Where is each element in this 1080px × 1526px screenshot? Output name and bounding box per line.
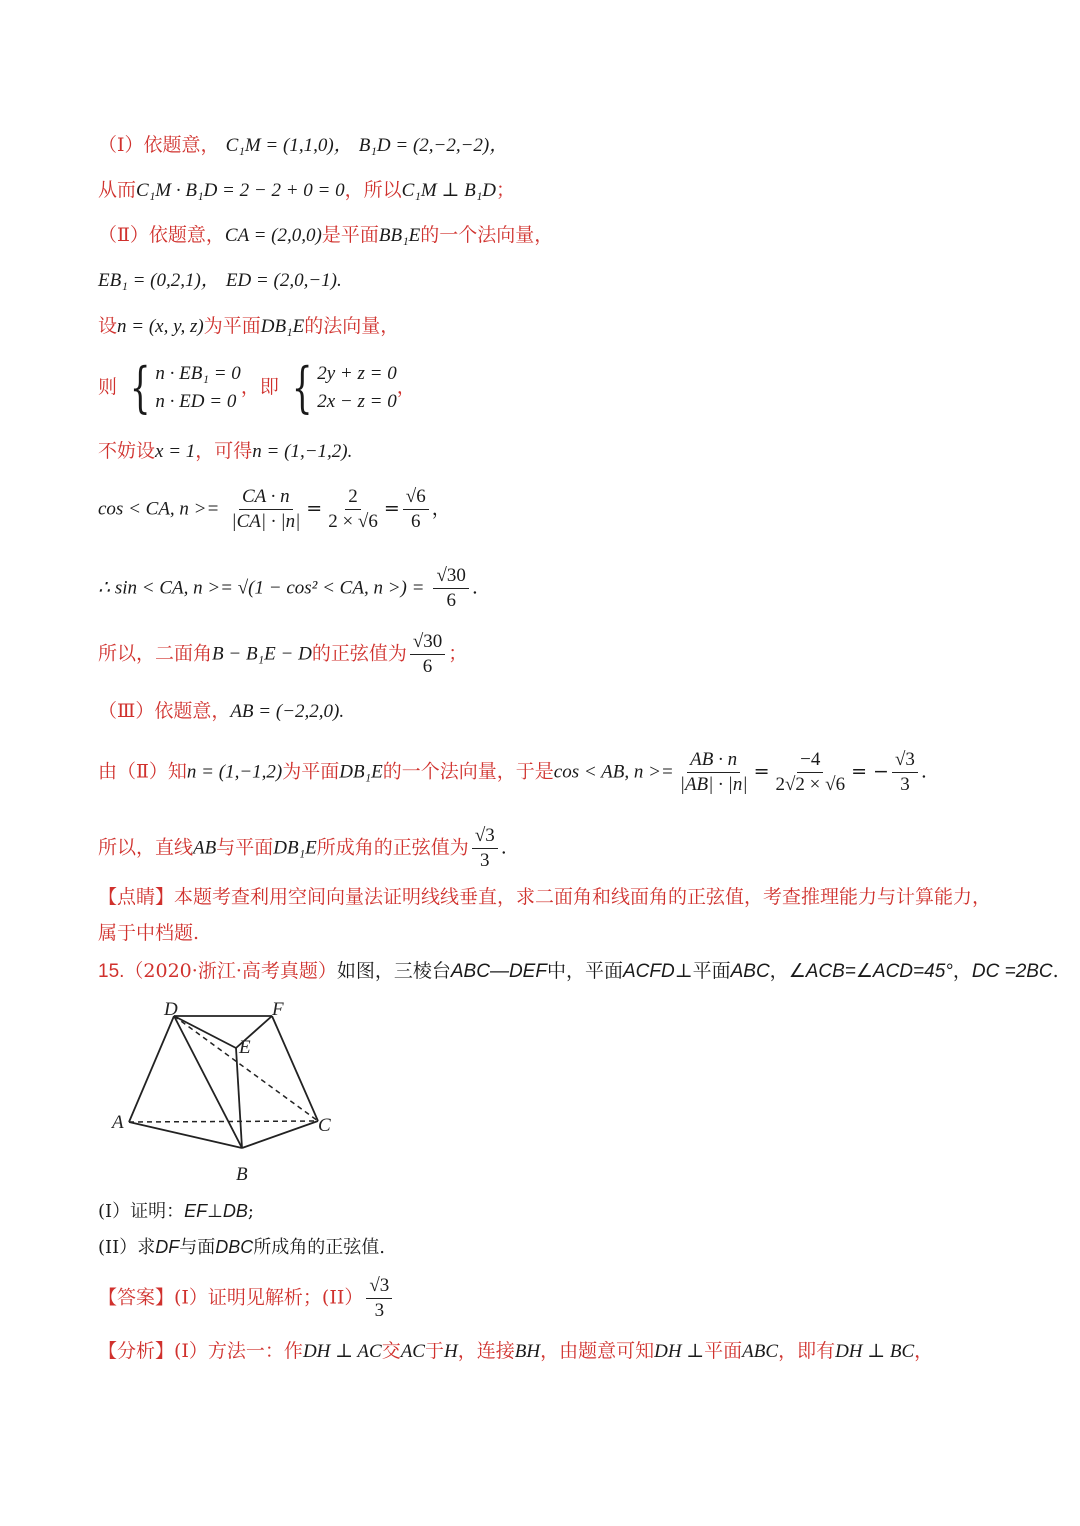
analysis-text-5: ，由题意可知: [540, 1340, 655, 1362]
dihedral-mid: 的正弦值为: [311, 642, 407, 665]
cos1-frac2: [325, 485, 381, 534]
analysis-dh-bc: DH ⊥ BC: [835, 1341, 915, 1362]
analysis-end: ，: [914, 1340, 934, 1362]
frac-den: 3: [374, 1300, 385, 1321]
frac-den: 2√2 × √6: [775, 774, 846, 795]
question-source: （2020·浙江·高考真题）: [124, 960, 337, 982]
ca-vector: CA = (2,0,0): [224, 225, 322, 246]
analysis-ac: AC: [400, 1341, 425, 1362]
frac-num: √6: [403, 485, 429, 510]
dot-mid: ，所以: [344, 179, 402, 201]
analysis-dh-ac: DH ⊥ AC: [302, 1341, 382, 1362]
cos2-line: [98, 748, 1020, 797]
q-acfd: ACFD: [622, 961, 675, 982]
sin1-line: [98, 564, 1020, 613]
frac-den: 3: [900, 774, 910, 795]
c1m-vector: C₁M = (1,1,0)，: [225, 135, 353, 156]
label-b: B: [236, 1164, 248, 1185]
q-text-1: 如图，三棱台: [336, 960, 451, 982]
equals: =: [306, 497, 323, 520]
system-2: [285, 356, 397, 419]
analysis-dh: DH ⊥: [654, 1341, 705, 1362]
system-ze: 则: [98, 376, 118, 398]
answer-label: 【答案】: [98, 1286, 175, 1309]
edge-fc: [272, 1016, 318, 1121]
b1d-vector: B₁D = (2,−2,−2)，: [358, 135, 509, 156]
part1-line: [98, 132, 1020, 159]
cos2-plane: DB₁E: [339, 761, 383, 783]
frac-den: 2 × √6: [328, 511, 378, 532]
frac-num: AB · n: [687, 748, 740, 773]
part3-label: （Ⅲ）依题意，: [98, 700, 231, 722]
equation-2: n · ED = 0: [155, 391, 237, 412]
cos2-n: n = (1,−1,2): [186, 761, 283, 783]
normal-def-line: [98, 313, 1020, 340]
analysis-line: [98, 1338, 1020, 1365]
sub1-expr: EF⊥DB: [184, 1201, 248, 1221]
analysis-text-6: 平面: [704, 1340, 743, 1362]
edge-de: [174, 1016, 236, 1048]
cos1-frac1: [228, 485, 303, 534]
label-c: C: [318, 1115, 331, 1136]
frac-num: CA · n: [239, 485, 293, 510]
x-value: x = 1: [155, 441, 196, 462]
perp-expression: C₁M ⊥ B₁D: [401, 180, 497, 201]
answer-text: (I）证明见解析；(II）: [174, 1286, 364, 1309]
analysis-label: 【分析】: [98, 1340, 175, 1362]
dihedral-text: 所以，二面角: [98, 642, 213, 665]
q-text-3: 平面: [692, 960, 731, 982]
sub2-end: 所成角的正弦值.: [253, 1237, 385, 1258]
vectors-line: [98, 267, 1020, 294]
setx-mid: ，可得: [195, 440, 253, 462]
edge-ab: [129, 1122, 242, 1148]
dot-end: ；: [496, 179, 516, 201]
plane-bb1e: BB₁E: [378, 225, 421, 246]
analysis-h: H: [444, 1341, 458, 1362]
edge-dc-hidden: [174, 1016, 318, 1121]
sub-question-2: [98, 1234, 1020, 1261]
frac-den: 6: [446, 590, 456, 611]
analysis-abc: ABC: [742, 1341, 779, 1362]
brace-icon: {: [291, 356, 313, 419]
sub2-label: (II）求: [98, 1237, 156, 1258]
q-abc-def: ABC—DEF: [450, 961, 547, 982]
equation-3: 2y + z = 0: [317, 363, 397, 384]
frustum-figure: [108, 996, 348, 1188]
plane-db1e: DB₁E: [260, 316, 305, 337]
cos1-frac3: [403, 485, 429, 534]
setx-prefix: 不妨设: [98, 440, 156, 462]
ab-vector: AB = (−2,2,0).: [230, 701, 345, 722]
q-dc: DC =2BC: [971, 961, 1053, 982]
sub2-mid: 与面: [179, 1237, 216, 1258]
answer-frac: [366, 1274, 392, 1323]
equation-1: n · EB₁ = 0: [155, 363, 241, 384]
edge-db: [174, 1016, 242, 1148]
line-angle-end: .: [500, 836, 507, 859]
part2-mid: 是平面: [321, 224, 379, 246]
q-text-2: 中，平面: [546, 960, 623, 982]
dot-expression: C₁M · B₁D = 2 − 2 + 0 = 0: [136, 180, 345, 201]
sub1-label: (I）证明：: [98, 1201, 185, 1222]
frac-num: 2: [345, 485, 361, 510]
frac-den: 6: [422, 656, 433, 677]
dihedral-end: ；: [448, 642, 468, 665]
analysis-text-2: 交: [381, 1340, 401, 1362]
question-15: [98, 958, 1059, 985]
label-a: A: [112, 1112, 124, 1133]
q-perp: ⊥: [674, 960, 693, 982]
q-text-5: ，: [952, 960, 972, 982]
label-f: F: [272, 999, 284, 1020]
part3-line: [98, 698, 1020, 725]
system-ji: ，即: [240, 376, 279, 398]
cos2-end: .: [920, 760, 927, 783]
cos2-frac1: [677, 748, 751, 797]
equals: =: [753, 760, 770, 783]
normal-prefix: 设: [98, 315, 118, 337]
equation-4: 2x − z = 0: [317, 391, 397, 412]
dot-prefix: 从而: [98, 179, 137, 201]
part2-label: （Ⅱ）依题意，: [98, 224, 225, 246]
normal-mid: 为平面: [203, 315, 261, 337]
analysis-bh: BH: [514, 1341, 541, 1362]
dihedral-frac: [410, 630, 445, 679]
question-number: 15.: [98, 961, 125, 982]
edge-ac-hidden: [129, 1121, 318, 1122]
cos1-line: [98, 485, 1020, 534]
cos2-mid: 为平面: [282, 760, 340, 783]
sub2-df: DF: [155, 1237, 180, 1257]
cos2-mid2: 的一个法向量，于是: [382, 760, 554, 783]
edge-bc: [242, 1121, 318, 1148]
sub1-end: ;: [247, 1201, 254, 1222]
cos1-lhs: cos < CA, n >=: [98, 498, 220, 520]
q-end: .: [1052, 960, 1059, 982]
analysis-text-7: ，即有: [778, 1340, 836, 1362]
frac-num: √30: [410, 630, 445, 655]
cos2-frac3: [892, 748, 918, 797]
normal-end: 的法向量，: [304, 315, 400, 337]
frac-den: |CA| · |n|: [231, 511, 301, 532]
line-angle-mid2: 所成角的正弦值为: [316, 836, 469, 859]
edge-eb: [236, 1048, 242, 1148]
dihedral-angle: B − B₁E − D: [212, 643, 312, 665]
edge-da: [129, 1016, 174, 1122]
frac-num: √3: [892, 748, 918, 773]
cos2-prefix: 由（Ⅱ）知: [98, 760, 187, 783]
frac-den: 3: [480, 850, 490, 871]
analysis-text-3: 于: [424, 1340, 444, 1362]
brace-icon: {: [129, 356, 151, 419]
q-abc: ABC: [730, 961, 770, 982]
answer-line: [98, 1274, 1020, 1323]
eb1-vector: EB₁ = (0,2,1)，: [98, 270, 220, 291]
line-angle-plane: DB₁E: [273, 837, 317, 859]
system-line: [98, 356, 1020, 419]
comment-line-2: 属于中档题.: [98, 922, 200, 944]
ed-vector: ED = (2,0,−1).: [225, 270, 342, 291]
label-d: D: [164, 999, 178, 1020]
sub2-dbc: DBC: [215, 1237, 254, 1257]
sin1-end: .: [471, 576, 478, 599]
frac-num: √3: [472, 824, 498, 849]
line-ab: AB: [193, 837, 217, 859]
frac-num: −4: [797, 748, 823, 773]
cos1-end: ，: [431, 497, 451, 520]
cos2-lhs: cos < AB, n >=: [553, 761, 674, 783]
equals-minus: = −: [851, 760, 889, 783]
q-text-4: ，: [769, 960, 789, 982]
equals: =: [383, 497, 400, 520]
dihedral-line: [98, 630, 1020, 679]
dot-product-line: [98, 177, 1020, 204]
sin1-frac: [433, 564, 468, 613]
sub-question-1: [98, 1198, 1020, 1225]
analysis-text-1: (Ⅰ）方法一：作: [174, 1340, 303, 1362]
frac-num: √3: [366, 1274, 392, 1299]
sin1-lhs: ∴ sin < CA, n >= √(1 − cos² < CA, n >) =: [98, 577, 425, 599]
part1-label: （Ⅰ）依题意，: [98, 134, 220, 156]
setx-line: [98, 438, 1020, 465]
frac-num: √30: [433, 564, 468, 589]
system-1: [123, 356, 241, 419]
n-result: n = (1,−1,2).: [252, 441, 353, 462]
line-angle-mid: 与平面: [216, 836, 274, 859]
label-e: E: [239, 1037, 251, 1058]
line-angle-text: 所以，直线: [98, 836, 194, 859]
system-end: ，: [396, 376, 416, 398]
normal-vector: n = (x, y, z): [117, 316, 204, 337]
cos2-frac2: [773, 748, 849, 797]
line-angle-line: [98, 824, 1020, 873]
q-angles: ∠ACB=∠ACD=45°: [788, 961, 953, 982]
part2-line: [98, 222, 1020, 249]
part2-end: 的一个法向量，: [420, 224, 554, 246]
comment-line-1: 【点睛】本题考查利用空间向量法证明线线垂直，求二面角和线面角的正弦值，考查推理能力与计算能力，: [98, 886, 992, 908]
line-angle-frac: [472, 824, 498, 873]
analysis-text-4: ，连接: [457, 1340, 515, 1362]
frac-den: |AB| · |n|: [679, 774, 748, 795]
frac-den: 6: [411, 511, 421, 532]
